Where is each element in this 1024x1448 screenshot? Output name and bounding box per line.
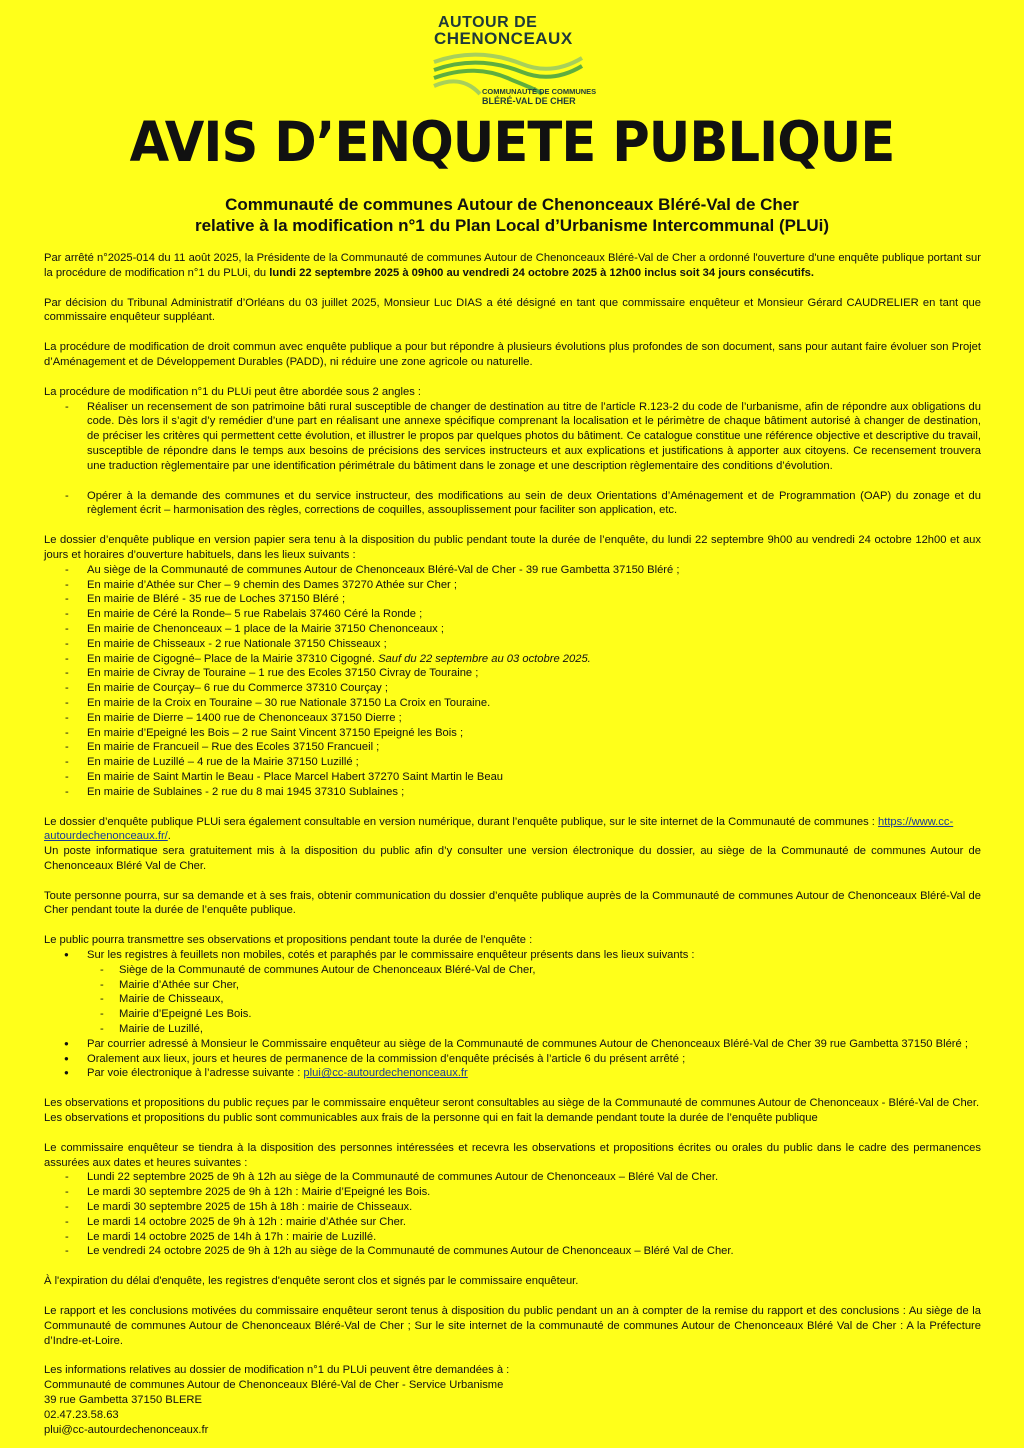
registres-places-list (87, 963, 981, 1037)
list-item: - Au siège de la Communauté de communes Autour de Chenonceaux Bléré-Val de Cher - 39 rue Gambetta 37150 Bléré ; (44, 563, 981, 578)
list-item: - En mairie de Bléré - 35 rue de Loches 37150 Bléré ; (44, 592, 981, 607)
logo-line1: AUTOUR DE (438, 14, 538, 31)
list-item: - En mairie de Dierre – 1400 rue de Chenonceaux 37150 Dierre ; (44, 711, 981, 726)
list-item: - En mairie de la Croix en Touraine – 30 rue Nationale 37150 La Croix en Touraine. (44, 696, 981, 711)
paragraph-numerique (44, 815, 981, 845)
email-link[interactable]: plui@cc-autourdechenonceaux.fr (303, 1067, 468, 1080)
list-item: - Mairie d’Athée sur Cher, (44, 978, 981, 993)
logo-line4: BLÉRÉ-VAL DE CHER (482, 96, 576, 106)
list-item: - En mairie d’Athée sur Cher – 9 chemin des Dames 37270 Athée sur Cher ; (44, 578, 981, 593)
observations-list (44, 948, 981, 1081)
list-item: - Mairie de Chisseaux, (44, 992, 981, 1007)
subtitle-line1: Communauté de communes Autour de Chenonceaux Bléré-Val de Cher (225, 195, 799, 214)
contact-phone: 02.47.23.58.63 (44, 1408, 119, 1421)
paragraph-procedure: La procédure de modification de droit commun avec enquête publique a pour but répondre à plusieurs évolutions plus profondes de son document, sans pour autant faire évoluer son Projet d’Aménagement et de Développement Durables (PADD), ni réduire une zone agricole ou naturelle. (44, 341, 981, 368)
list-item: - Mairie d’Epeigné Les Bois. (44, 1007, 981, 1022)
logo-line2: CHENONCEAUX (434, 29, 573, 48)
list-item: - En mairie de Courçay– 6 rue du Commerce 37310 Courçay ; (44, 681, 981, 696)
contact-address: 39 rue Gambetta 37150 BLERE (44, 1394, 202, 1406)
list-item: - Le mardi 14 octobre 2025 de 9h à 12h : mairie d’Athée sur Cher. (44, 1215, 981, 1230)
list-item: - En mairie de Chisseaux - 2 rue Nationale 37150 Chisseaux ; (44, 637, 981, 652)
list-item: - En mairie de Saint Martin le Beau - Place Marcel Habert 37270 Saint Martin le Beau (44, 770, 981, 785)
page-title: AVIS D’ENQUETE PUBLIQUE (129, 110, 895, 174)
contact-email: plui@cc-autourdechenonceaux.fr (44, 1423, 209, 1436)
paragraph-expiration: À l'expiration du délai d'enquête, les registres d'enquête seront clos et signés par le commissaire enquêteur. (44, 1275, 579, 1288)
arrete-dates: lundi 22 septembre 2025 à 09h00 au vendredi 24 octobre 2025 à 12h00 inclus soit 34 jours consécutifs. (269, 266, 814, 279)
cigogne-note: Sauf du 22 septembre au 03 octobre 2025. (378, 652, 591, 665)
list-item (44, 652, 981, 667)
list-item (44, 1066, 981, 1081)
list-item: - En mairie de Chenonceaux – 1 place de la Mairie 37150 Chenonceaux ; (44, 622, 981, 637)
permanences-intro: Le commissaire enquêteur se tiendra à la disposition des personnes intéressées et recevra les observations et propositions écrites ou orales du public dans le cadre des permanences assurées aux dates et heures suivantes : (44, 1141, 981, 1169)
list-item: ● Par courrier adressé à Monsieur le Commissaire enquêteur au siège de la Communauté de communes Autour de Chenonceaux Bléré-Val de Cher 39 rue Gambetta 37150 Bléré ; (44, 1037, 981, 1052)
list-item: - Le vendredi 24 octobre 2025 de 9h à 12h au siège de la Communauté de communes Autour de Chenonceaux – Bléré Val de Cher. (44, 1244, 981, 1259)
paragraph-consult2: Les observations et propositions du public sont communicables aux frais de la personne qui en fait la demande pendant toute la durée de l’enquête publique (44, 1112, 818, 1125)
cigogne-address: En mairie de Cigogné– Place de la Mairie 37310 Cigogné. (87, 652, 379, 665)
permanences-list (44, 1170, 981, 1259)
numerique-text: Le dossier d’enquête publique PLUi sera également consultable en version numérique, durant l’enquête publique, sur le site internet de la Communauté de communes : (44, 815, 878, 828)
logo (432, 12, 597, 106)
angles-intro: La procédure de modification n°1 du PLUi peut être abordée sous 2 angles : (44, 385, 422, 398)
notice-body (44, 251, 981, 1437)
paragraph-consult1: Les observations et propositions du public reçues par le commissaire enquêteur seront consultables au siège de la Communauté de communes Autour de Chenonceaux - Bléré-Val de Cher. (44, 1097, 980, 1110)
list-item: ● Oralement aux lieux, jours et heures de permanence de la commission d’enquête précisés à l’article 6 du présent arrêté ; (44, 1052, 981, 1067)
paragraph-arrete (44, 251, 981, 281)
list-item: - En mairie de Céré la Ronde– 5 rue Rabelais 37460 Céré la Ronde ; (44, 607, 981, 622)
list-item: - Lundi 22 septembre 2025 de 9h à 12h au siège de la Communauté de communes Autour de Chenonceaux – Bléré Val de Cher. (44, 1170, 981, 1185)
paragraph-rapport: Le rapport et les conclusions motivées du commissaire enquêteur seront tenus à disposition du public pendant un an à compter de la remise du rapport et des conclusions : Au siège de la Communauté de communes Autour de Chenonceaux Bléré-Val de Cher ; Sur le site internet de la communauté de communes Autour de Chenonceaux Bléré Val de Cher : A la Préfecture d’Indre-et-Loire. (44, 1305, 981, 1347)
electronique-text: Par voie électronique à l’adresse suivante : (87, 1067, 304, 1080)
subtitle-line2: relative à la modification n°1 du Plan Local d’Urbanisme Intercommunal (PLUi) (194, 216, 830, 235)
list-item: - En mairie de Francueil – Rue des Ecoles 37150 Francueil ; (44, 740, 981, 755)
paragraph-communication: Toute personne pourra, sur sa demande et à ses frais, obtenir communication du dossier d’enquête publique auprès de la Communauté de communes Autour de Chenonceaux Bléré-Val de Cher pendant toute la durée de l’enquête publique. (44, 889, 981, 917)
list-item: - Opérer à la demande des communes et du service instructeur, des modifications au sein de deux Orientations d’Aménagement et de Programmation (OAP) du zonage et du règlement écrit – harmonisation des règles, corrections de coquilles, assouplissement pour faciliter son application, etc. (44, 489, 981, 519)
list-item: - Le mardi 14 octobre 2025 de 14h à 17h : mairie de Luzillé. (44, 1230, 981, 1245)
list-item: - Mairie de Luzillé, (44, 1022, 981, 1037)
paragraph-poste: Un poste informatique sera gratuitement mis à la disposition du public afin d’y consulter une version électronique du dossier, au siège de la Communauté de communes Autour de Chenonceaux Bléré Val de Cher. (44, 845, 981, 872)
list-item: - Siège de la Communauté de communes Autour de Chenonceaux Bléré-Val de Cher, (44, 963, 981, 978)
list-item (44, 948, 981, 1037)
logo-line3: COMMUNAUTÉ DE COMMUNES (482, 87, 597, 96)
list-item: - En mairie de Sublaines - 2 rue du 8 mai 1945 37310 Sublaines ; (44, 785, 981, 800)
subtitle (0, 194, 1024, 236)
list-item: - En mairie de Civray de Touraine – 1 rue des Ecoles 37150 Civray de Touraine ; (44, 666, 981, 681)
website-link-continued[interactable]: autourdechenonceaux.fr/ (44, 830, 168, 843)
list-item: - Réaliser un recensement de son patrimoine bâti rural susceptible de changer de destination au titre de l’article R.123-2 du code de l’urbanisme, afin de répondre aux obligations du code. Dès lors il s’agit d’y remédier d’une part en réalisant une annexe spécifique comprenant la localisation et le périmètre de chaque bâtiment autorisé à changer de destination, de préciser les critères qui permettent cette évolution, et illustrer le propos par quelques photos du bâtiment. Ce catalogue constitue une référence objective et descriptive du travail, susceptible de répondre dans le temps aux besoins de précisions des services instructeurs et aux explications et justifications à apporter aux citoyens. Ce recensement trouvera une traduction règlementaire par une identification périmétrale du bâtiment dans le zonage et une description règlementaire des conditions d’évolution. (44, 400, 981, 474)
paragraph-commissaire: Par décision du Tribunal Administratif d’Orléans du 03 juillet 2025, Monsieur Luc DIAS a été désigné en tant que commissaire enquêteur et Monsieur Gérard CAUDRELIER en tant que commissaire enquêteur suppléant. (44, 296, 981, 324)
list-item: - Le mardi 30 septembre 2025 de 15h à 18h : mairie de Chisseaux. (44, 1200, 981, 1215)
contact-org: Communauté de communes Autour de Chenonceaux Bléré-Val de Cher - Service Urbanisme (44, 1379, 504, 1392)
numerique-after: . (167, 830, 171, 843)
contact-intro: Les informations relatives au dossier de modification n°1 du PLUi peuvent être demandées à : (44, 1364, 510, 1377)
angles-list (44, 400, 981, 519)
arrete-text: Par arrêté n°2025-014 du 11 août 2025, la Présidente de la Communauté de communes Autour de Chenonceaux Bléré-Val de Cher a ordonné l'ouverture d'une enquête publique portant sur la procédure de modification n°1 du PLUi, du (44, 252, 981, 279)
list-item: - Le mardi 30 septembre 2025 de 9h à 12h : Mairie d’Epeigné les Bois. (44, 1185, 981, 1200)
contact-block (44, 1363, 981, 1437)
list-item: - En mairie d’Epeigné les Bois – 2 rue Saint Vincent 37150 Epeigné les Bois ; (44, 726, 981, 741)
observations-intro: Le public pourra transmettre ses observations et propositions pendant toute la durée de l’enquête : (44, 934, 533, 947)
places-list (44, 563, 981, 800)
list-item: - En mairie de Luzillé – 4 rue de la Mairie 37150 Luzillé ; (44, 755, 981, 770)
dossier-intro: Le dossier d’enquête publique en version papier sera tenu à la disposition du public pendant toute la durée de l’enquête, du lundi 22 septembre 9h00 au vendredi 24 octobre 12h00 et aux jours et horaires d’ouverture habituels, dans les lieux suivants : (44, 534, 981, 561)
registres-text: Sur les registres à feuillets non mobiles, cotés et paraphés par le commissaire enquêteur présents dans les lieux suivants : (87, 949, 695, 962)
website-link[interactable]: https://www.cc- (877, 815, 954, 828)
